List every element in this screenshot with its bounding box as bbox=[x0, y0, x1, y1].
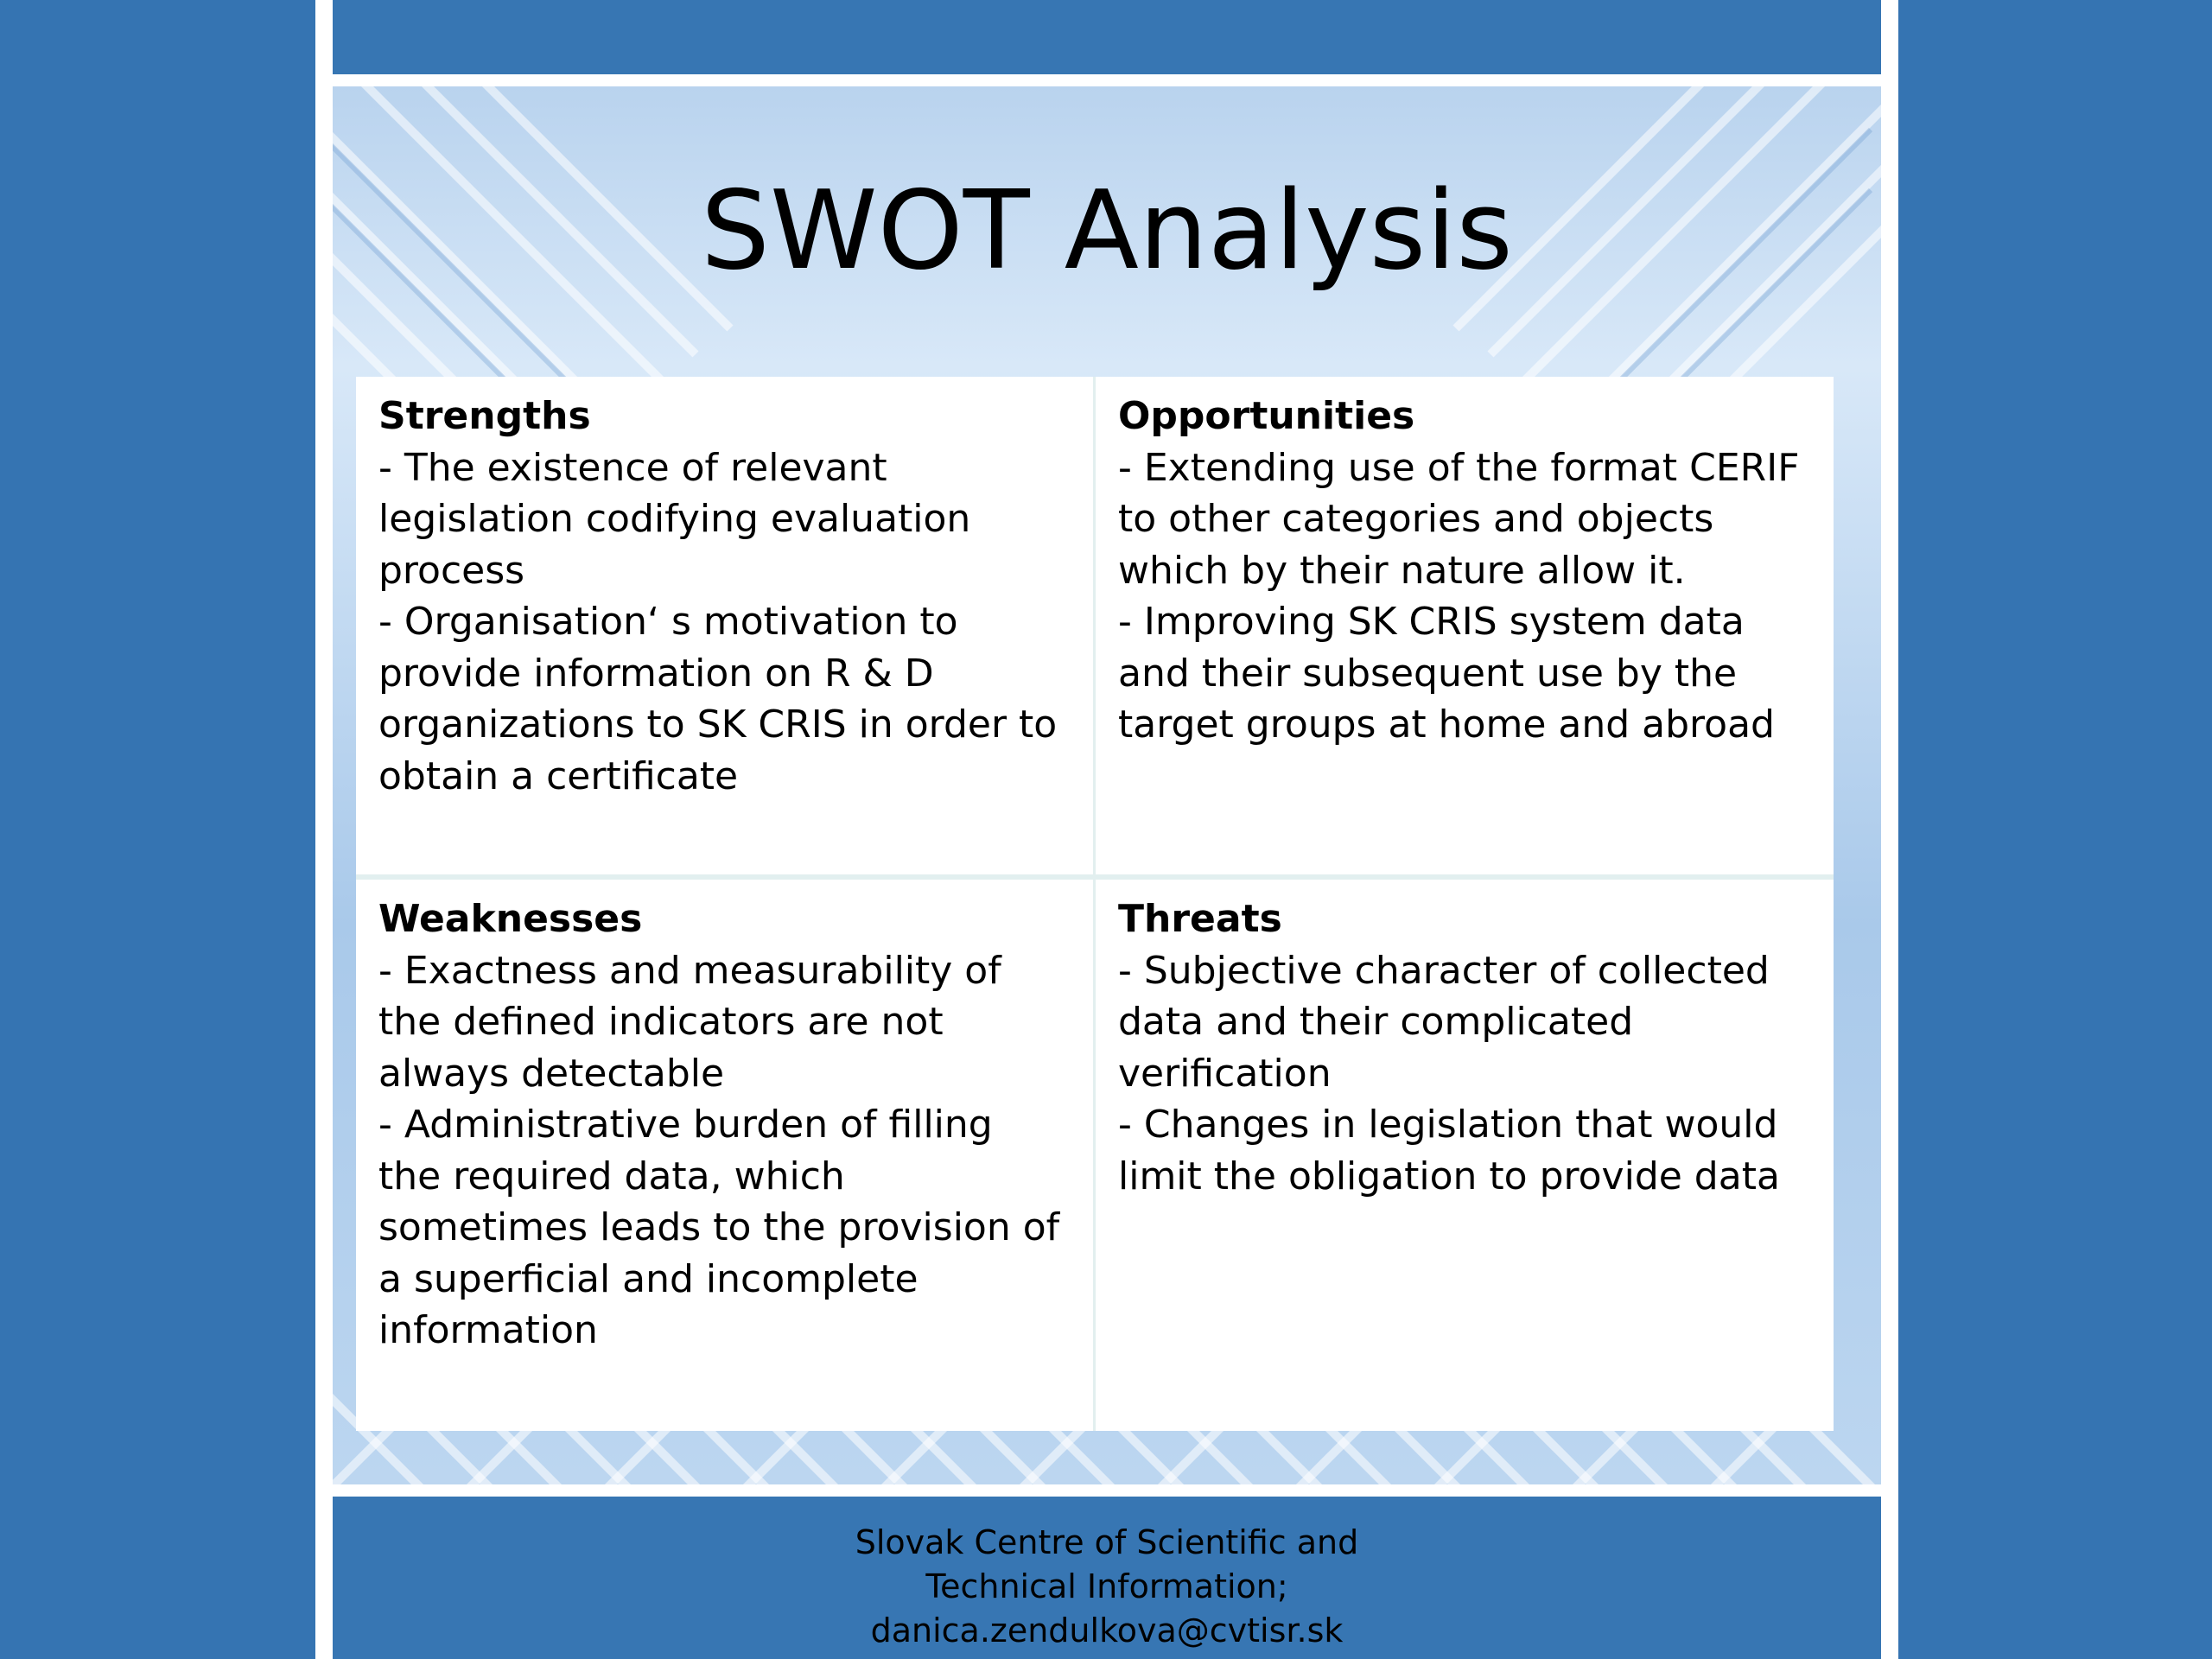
weaknesses-line: the required data, which bbox=[378, 1154, 845, 1198]
opportunities-line: - Extending use of the format CERIF bbox=[1118, 445, 1800, 490]
weaknesses-line: information bbox=[378, 1308, 598, 1352]
strengths-line: legislation codifying evaluation bbox=[378, 497, 971, 541]
threats-line: - Changes in legislation that would bbox=[1118, 1103, 1778, 1147]
vertical-divider bbox=[1093, 377, 1096, 1431]
opportunities-line: to other categories and objects bbox=[1118, 497, 1714, 541]
footer-organization-line1: Slovak Centre of Scientific and bbox=[855, 1523, 1359, 1561]
strengths-line: provide information on R & D bbox=[378, 651, 934, 696]
strengths-line: obtain a certificate bbox=[378, 753, 739, 798]
weaknesses-line: - Exactness and measurability of bbox=[378, 948, 1001, 993]
weaknesses-line: the defined indicators are not bbox=[378, 1000, 944, 1044]
footer-white-line bbox=[333, 1484, 1881, 1497]
footer-credit bbox=[333, 1521, 1881, 1653]
weaknesses-heading: Weaknesses bbox=[378, 897, 643, 941]
footer-organization-line2: Technical Information; bbox=[925, 1567, 1288, 1605]
opportunities-line: - Improving SK CRIS system data bbox=[1118, 600, 1745, 644]
opportunities-heading: Opportunities bbox=[1118, 394, 1415, 438]
strengths-line: - The existence of relevant bbox=[378, 445, 887, 490]
weaknesses-line: a superficial and incomplete bbox=[378, 1256, 918, 1301]
threats-line: verification bbox=[1118, 1051, 1332, 1096]
strengths-line: organizations to SK CRIS in order to bbox=[378, 702, 1058, 747]
weaknesses-line: always detectable bbox=[378, 1051, 725, 1096]
left-white-rail bbox=[315, 0, 333, 1659]
left-margin-band bbox=[0, 0, 315, 1659]
slide-header-band bbox=[333, 0, 1881, 74]
opportunities-line: target groups at home and abroad bbox=[1118, 702, 1775, 747]
opportunities-line: and their subsequent use by the bbox=[1118, 651, 1738, 696]
right-margin-band bbox=[1896, 0, 2212, 1659]
weaknesses-quadrant bbox=[356, 880, 1093, 1431]
threats-line: - Subjective character of collected bbox=[1118, 948, 1770, 993]
opportunities-quadrant bbox=[1096, 377, 1834, 874]
strengths-line: process bbox=[378, 548, 525, 593]
weaknesses-line: - Administrative burden of filling bbox=[378, 1103, 993, 1147]
strengths-line: - Organisation‘ s motivation to bbox=[378, 600, 958, 644]
strengths-quadrant bbox=[356, 377, 1093, 874]
threats-line: limit the obligation to provide data bbox=[1118, 1154, 1780, 1198]
threats-heading: Threats bbox=[1118, 897, 1282, 941]
slide-title: SWOT Analysis bbox=[701, 167, 1513, 294]
horizontal-divider bbox=[356, 874, 1834, 880]
header-white-line bbox=[333, 74, 1881, 86]
threats-quadrant bbox=[1096, 880, 1834, 1431]
footer-email: danica.zendulkova@cvtisr.sk bbox=[870, 1611, 1344, 1649]
opportunities-line: which by their nature allow it. bbox=[1118, 548, 1686, 593]
strengths-heading: Strengths bbox=[378, 394, 591, 438]
threats-line: data and their complicated bbox=[1118, 1000, 1634, 1044]
swot-table bbox=[356, 377, 1834, 1431]
right-white-rail bbox=[1881, 0, 1898, 1659]
weaknesses-line: sometimes leads to the provision of bbox=[378, 1205, 1060, 1249]
